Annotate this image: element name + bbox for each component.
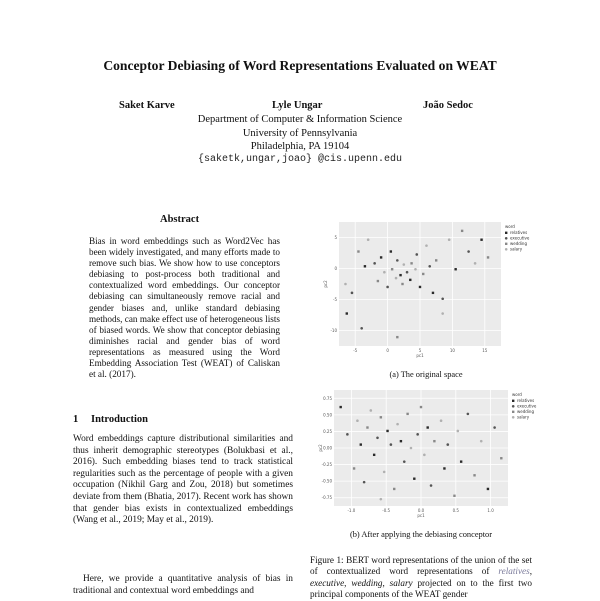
data-point: [367, 238, 370, 241]
data-point: [480, 239, 482, 241]
figure-caption: [310, 555, 532, 601]
caption-word-salary: salary: [389, 577, 413, 588]
legend-key: [512, 400, 514, 402]
data-point: [415, 253, 418, 256]
legend-key: [505, 243, 507, 245]
subcaption-b: (b) After applying the debiasing conceptor: [349, 530, 493, 539]
author-1: Saket Karve: [119, 100, 175, 111]
data-point: [433, 440, 435, 442]
figure-1a: [321, 218, 531, 366]
legend-title: word: [505, 224, 515, 229]
intro-paragraph-1: Word embeddings capture distributional similarities and thus inherit demographic stereotypes (Bolukbasi et al., 2016). Such embedding biases tend to track statistical regularities such as the percentage of people with a given occupation (Nikhil Garg and Zou, 2018) but sometimes deviate from them (Bhatia, 2017). Recent work has shown that gender bias exists in contextualized embeddings (Wang et al., 2019; May et al., 2019).: [73, 434, 293, 526]
x-tick-label: -0.5: [382, 508, 391, 513]
data-point: [461, 230, 463, 232]
data-point: [467, 413, 470, 416]
data-point: [366, 426, 368, 428]
data-point: [448, 238, 451, 241]
data-point: [487, 256, 489, 258]
data-point: [493, 426, 496, 429]
legend-entry: executive: [517, 403, 537, 409]
legend-key: [505, 232, 507, 234]
y-axis-label: pc2: [318, 444, 323, 452]
legend-key: [512, 405, 515, 408]
data-point: [410, 447, 413, 450]
data-point: [473, 474, 475, 476]
data-point: [446, 443, 449, 446]
y-tick-label: 0.25: [323, 428, 332, 434]
caption-sep: ,: [382, 577, 390, 588]
data-point: [353, 467, 355, 469]
abstract-text: Bias in word embeddings such as Word2Vec has been widely investigated, and many efforts made to remove such bias. We show how to use conceptors debiasing to post-process both traditional and contextualized word embeddings. Our conceptor debiasing can simultaneously remove racial and gender biases and, unlike standard debiasing methods, can make effect use of heterogeneous lists of biased words. We show that conceptor debiasing diminishes racial and gender bias of word representations as measured using the Word Embedding Association Test (WEAT) of Caliskan et al. (2017).: [89, 236, 280, 380]
data-point: [360, 443, 362, 445]
data-point: [410, 262, 412, 264]
data-point: [443, 467, 445, 469]
x-tick-label: -1.0: [347, 508, 356, 513]
data-point: [390, 250, 392, 252]
x-tick-label: 0: [386, 348, 389, 353]
legend-key: [505, 237, 508, 240]
x-tick-label: 0.0: [417, 508, 425, 513]
data-point: [460, 460, 462, 462]
data-point: [480, 440, 483, 443]
data-point: [440, 419, 443, 422]
affiliation-city: Philadelphia, PA 19104: [250, 141, 350, 152]
data-point: [441, 297, 444, 300]
caption-sep: ,: [344, 577, 352, 588]
data-point: [373, 454, 375, 456]
data-point: [376, 436, 379, 439]
data-point: [386, 286, 389, 289]
data-point: [346, 312, 348, 314]
legend-entry: relatives: [510, 230, 528, 235]
data-point: [391, 268, 393, 270]
author-emails: {saketk,ungar,joao} @cis.upenn.edu: [197, 154, 403, 165]
data-point: [441, 312, 444, 315]
data-point: [409, 279, 411, 281]
data-point: [396, 423, 399, 426]
data-point: [467, 250, 470, 253]
x-axis-label: pc1: [417, 513, 425, 518]
data-point: [432, 292, 434, 294]
data-point: [400, 440, 402, 442]
data-point: [393, 488, 395, 490]
data-point: [380, 498, 383, 501]
y-tick-label: 5: [334, 235, 337, 240]
data-point: [401, 283, 403, 285]
data-point: [383, 471, 386, 474]
legend-entry: executive: [510, 235, 530, 241]
data-point: [390, 443, 393, 446]
data-point: [346, 433, 349, 436]
data-point: [428, 265, 431, 268]
caption-end: projected on to the first two principal components of the WEAT gender: [310, 577, 533, 600]
scatter-plot-debiased: [310, 386, 537, 526]
data-point: [416, 433, 419, 436]
data-point: [454, 268, 456, 270]
y-tick-label: -0.50: [321, 478, 332, 484]
x-axis-label: pc1: [416, 353, 424, 358]
y-tick-label: 0.75: [323, 395, 332, 401]
data-point: [396, 259, 399, 262]
paper-title: Conceptor Debiasing of Word Representations Evaluated on WEAT: [103, 58, 497, 73]
data-point: [356, 419, 359, 422]
section-title: Introduction: [91, 414, 148, 425]
data-point: [380, 416, 382, 418]
legend-key: [505, 248, 508, 251]
data-point: [386, 430, 388, 432]
data-point: [403, 263, 406, 266]
data-point: [406, 271, 409, 274]
data-point: [377, 280, 379, 282]
data-point: [457, 430, 460, 433]
data-point: [500, 457, 502, 459]
data-point: [425, 244, 428, 247]
data-point: [364, 265, 366, 267]
affiliation-univ: University of Pennsylvania: [242, 128, 358, 139]
affiliation-dept: Department of Computer & Information Science: [197, 114, 403, 125]
data-point: [453, 495, 455, 497]
data-point: [430, 484, 433, 487]
data-point: [396, 336, 398, 338]
author-3: João Sedoc: [423, 100, 473, 111]
caption-word-executive: executive: [310, 577, 345, 588]
data-point: [363, 481, 366, 484]
legend-title: word: [512, 392, 522, 397]
data-point: [351, 292, 354, 295]
data-point: [423, 454, 426, 457]
x-tick-label: 10: [449, 348, 455, 353]
legend-key: [512, 411, 514, 413]
legend-entry: salary: [510, 246, 523, 252]
author-2: Lyle Ungar: [272, 100, 323, 111]
data-point: [487, 488, 489, 490]
data-point: [419, 286, 421, 288]
x-tick-label: 0.5: [452, 508, 459, 513]
y-axis-label: pc2: [323, 280, 328, 288]
caption-start: Figure 1: BERT word representations of the union of the set of contextualized word representations of: [310, 555, 532, 577]
data-point: [420, 406, 422, 408]
scatter-plot-original: [321, 218, 531, 366]
figure-1b: [310, 386, 537, 526]
data-point: [339, 406, 341, 408]
data-point: [373, 262, 376, 265]
x-tick-label: 1.0: [487, 508, 494, 513]
data-point: [474, 262, 477, 265]
y-tick-label: -0.75: [321, 495, 332, 501]
y-tick-label: 0.50: [323, 412, 332, 418]
data-point: [403, 460, 406, 463]
caption-sep: ,: [529, 566, 532, 577]
section-number: 1: [73, 414, 79, 425]
data-point: [383, 271, 386, 274]
y-tick-label: 0.00: [323, 445, 332, 451]
legend-entry: salary: [517, 414, 530, 420]
legend-key: [512, 416, 515, 419]
x-tick-label: 15: [482, 348, 488, 353]
data-point: [435, 259, 437, 261]
x-tick-label: -5: [353, 348, 358, 353]
x-tick-label: 5: [418, 348, 422, 353]
data-point: [370, 409, 373, 412]
y-tick-label: -0.25: [321, 462, 332, 468]
data-point: [399, 274, 401, 276]
intro-paragraph-2: Here, we provide a quantitative analysis of bias in traditional and contextual word embeddings and: [73, 574, 293, 596]
data-point: [357, 250, 359, 252]
data-point: [422, 273, 424, 275]
y-tick-label: 0: [334, 266, 337, 271]
caption-word-wedding: wedding: [351, 577, 383, 588]
legend-entry: wedding: [510, 241, 527, 246]
data-point: [380, 256, 382, 258]
abstract-heading: Abstract: [160, 214, 200, 225]
data-point: [344, 283, 347, 286]
legend-entry: wedding: [517, 409, 534, 414]
subcaption-a: (a) The original space: [389, 370, 463, 379]
data-point: [395, 277, 398, 280]
y-tick-label: -10: [330, 328, 337, 333]
legend-entry: relatives: [517, 398, 535, 403]
caption-word-relatives: relatives: [498, 566, 530, 577]
y-tick-label: -5: [333, 297, 337, 302]
section-heading-introduction: [73, 414, 148, 425]
data-point: [414, 268, 417, 271]
data-point: [426, 426, 428, 428]
data-point: [413, 478, 415, 480]
data-point: [406, 413, 408, 415]
data-point: [360, 327, 363, 330]
